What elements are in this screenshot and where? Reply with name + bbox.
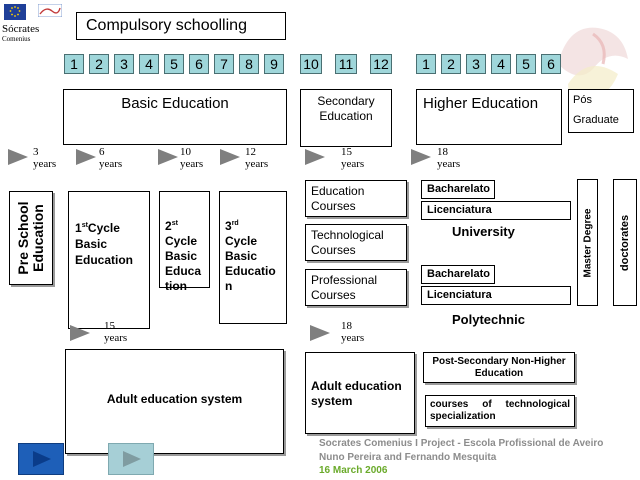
comenius-flag-icon — [38, 4, 62, 17]
adult-education-system-secondary-box: Adult education system — [305, 352, 415, 434]
doctorates-label: doctorates — [619, 214, 631, 271]
preschool-box — [9, 191, 53, 285]
footer-authors-line: Nuno Pereira and Fernando Mesquita — [319, 452, 497, 463]
preschool-label: Pre School Education — [15, 201, 46, 275]
master-degree-label: Master Degree — [582, 208, 593, 277]
higher-grade-4: 4 — [491, 54, 511, 74]
third-cycle-label: Cycle Basic Educatio n — [225, 234, 276, 293]
eu-flag-icon — [4, 4, 26, 20]
basic-grade-7: 7 — [214, 54, 234, 74]
higher-grade-3: 3 — [466, 54, 486, 74]
basic-grade-3: 3 — [114, 54, 134, 74]
age-label-15: 15 years — [341, 146, 365, 170]
higher-education-header: Higher Education — [416, 89, 562, 145]
post-secondary-box: Post-Secondary Non-Higher Education — [423, 352, 575, 383]
next-slide-button[interactable] — [18, 443, 64, 475]
age-marker-arrow-icon — [76, 149, 96, 165]
first-cycle-number: 1 — [75, 221, 82, 235]
logo-text: Sócrates — [2, 23, 40, 35]
age-marker-arrow-icon — [310, 325, 330, 341]
secondary-education-header: Secondary Education — [300, 89, 392, 147]
play-arrow-icon — [33, 451, 51, 467]
previous-slide-button[interactable] — [108, 443, 154, 475]
age-marker-arrow-icon — [220, 149, 240, 165]
higher-grade-1: 1 — [416, 54, 436, 74]
basic-grade-5: 5 — [164, 54, 184, 74]
age-label-18: 18 years — [437, 146, 461, 170]
age-marker-arrow-icon — [411, 149, 431, 165]
age-marker-arrow-icon — [8, 149, 28, 165]
age-label-12: 12 years — [245, 146, 269, 170]
age-marker-arrow-icon — [305, 149, 325, 165]
technological-specialization-box: courses of technological specialization — [425, 395, 575, 427]
basic-grade-9: 9 — [264, 54, 284, 74]
footer-date: 16 March 2006 — [319, 465, 388, 476]
third-cycle-box — [219, 191, 287, 324]
second-cycle-number: 2 — [165, 219, 172, 233]
footer-project-line: Socrates Comenius I Project - Escola Profissional de Aveiro — [319, 438, 604, 449]
age-label-10: 10 years — [180, 146, 204, 170]
basic-grade-6: 6 — [189, 54, 209, 74]
licenciatura-polytechnic: Licenciatura — [421, 286, 571, 305]
third-cycle-number: 3 — [225, 219, 232, 233]
polytechnic-label: Polytechnic — [452, 312, 525, 327]
age-label-6: 6 years — [99, 146, 123, 170]
secondary-grade-11: 11 — [335, 54, 357, 74]
education-courses-box: Education Courses — [305, 180, 407, 217]
third-cycle-ordinal: rd — [231, 220, 239, 227]
secondary-grade-10: 10 — [300, 54, 322, 74]
page-title: Compulsory schoolling — [76, 12, 286, 40]
doctorates-box — [613, 179, 637, 306]
second-cycle-box — [159, 191, 210, 293]
basic-grade-2: 2 — [89, 54, 109, 74]
bacharelato-university: Bacharelato — [421, 180, 495, 199]
first-cycle-box — [68, 191, 150, 329]
basic-education-header: Basic Education — [63, 89, 287, 145]
second-cycle-label: Cycle Basic Educa tion — [165, 234, 202, 293]
age-label-15-adult: 15 years — [104, 320, 128, 344]
adult-education-system-box: Adult education system — [65, 349, 284, 454]
play-arrow-icon — [123, 451, 141, 467]
age-label-18-adult: 18 years — [341, 320, 365, 344]
logo-subtext: Comenius — [2, 35, 31, 43]
basic-grade-8: 8 — [239, 54, 259, 74]
master-degree-box — [577, 179, 598, 306]
postgraduate-header: Pós Graduate — [568, 89, 634, 133]
basic-grade-4: 4 — [139, 54, 159, 74]
age-label-3: 3 years — [33, 146, 57, 170]
higher-grade-5: 5 — [516, 54, 536, 74]
secondary-grade-12: 12 — [370, 54, 392, 74]
university-label: University — [452, 224, 515, 239]
basic-grade-1: 1 — [64, 54, 84, 74]
first-cycle-ordinal: st — [81, 222, 88, 229]
technological-courses-box: Technological Courses — [305, 224, 407, 261]
higher-grade-2: 2 — [441, 54, 461, 74]
bacharelato-polytechnic: Bacharelato — [421, 265, 495, 284]
first-cycle-label: Cycle Basic Education — [75, 221, 134, 267]
higher-grade-6: 6 — [541, 54, 561, 74]
licenciatura-university: Licenciatura — [421, 201, 571, 220]
age-marker-arrow-icon — [158, 149, 178, 165]
age-marker-arrow-icon — [70, 325, 90, 341]
professional-courses-box: Professional Courses — [305, 269, 407, 306]
second-cycle-ordinal: st — [171, 220, 178, 227]
